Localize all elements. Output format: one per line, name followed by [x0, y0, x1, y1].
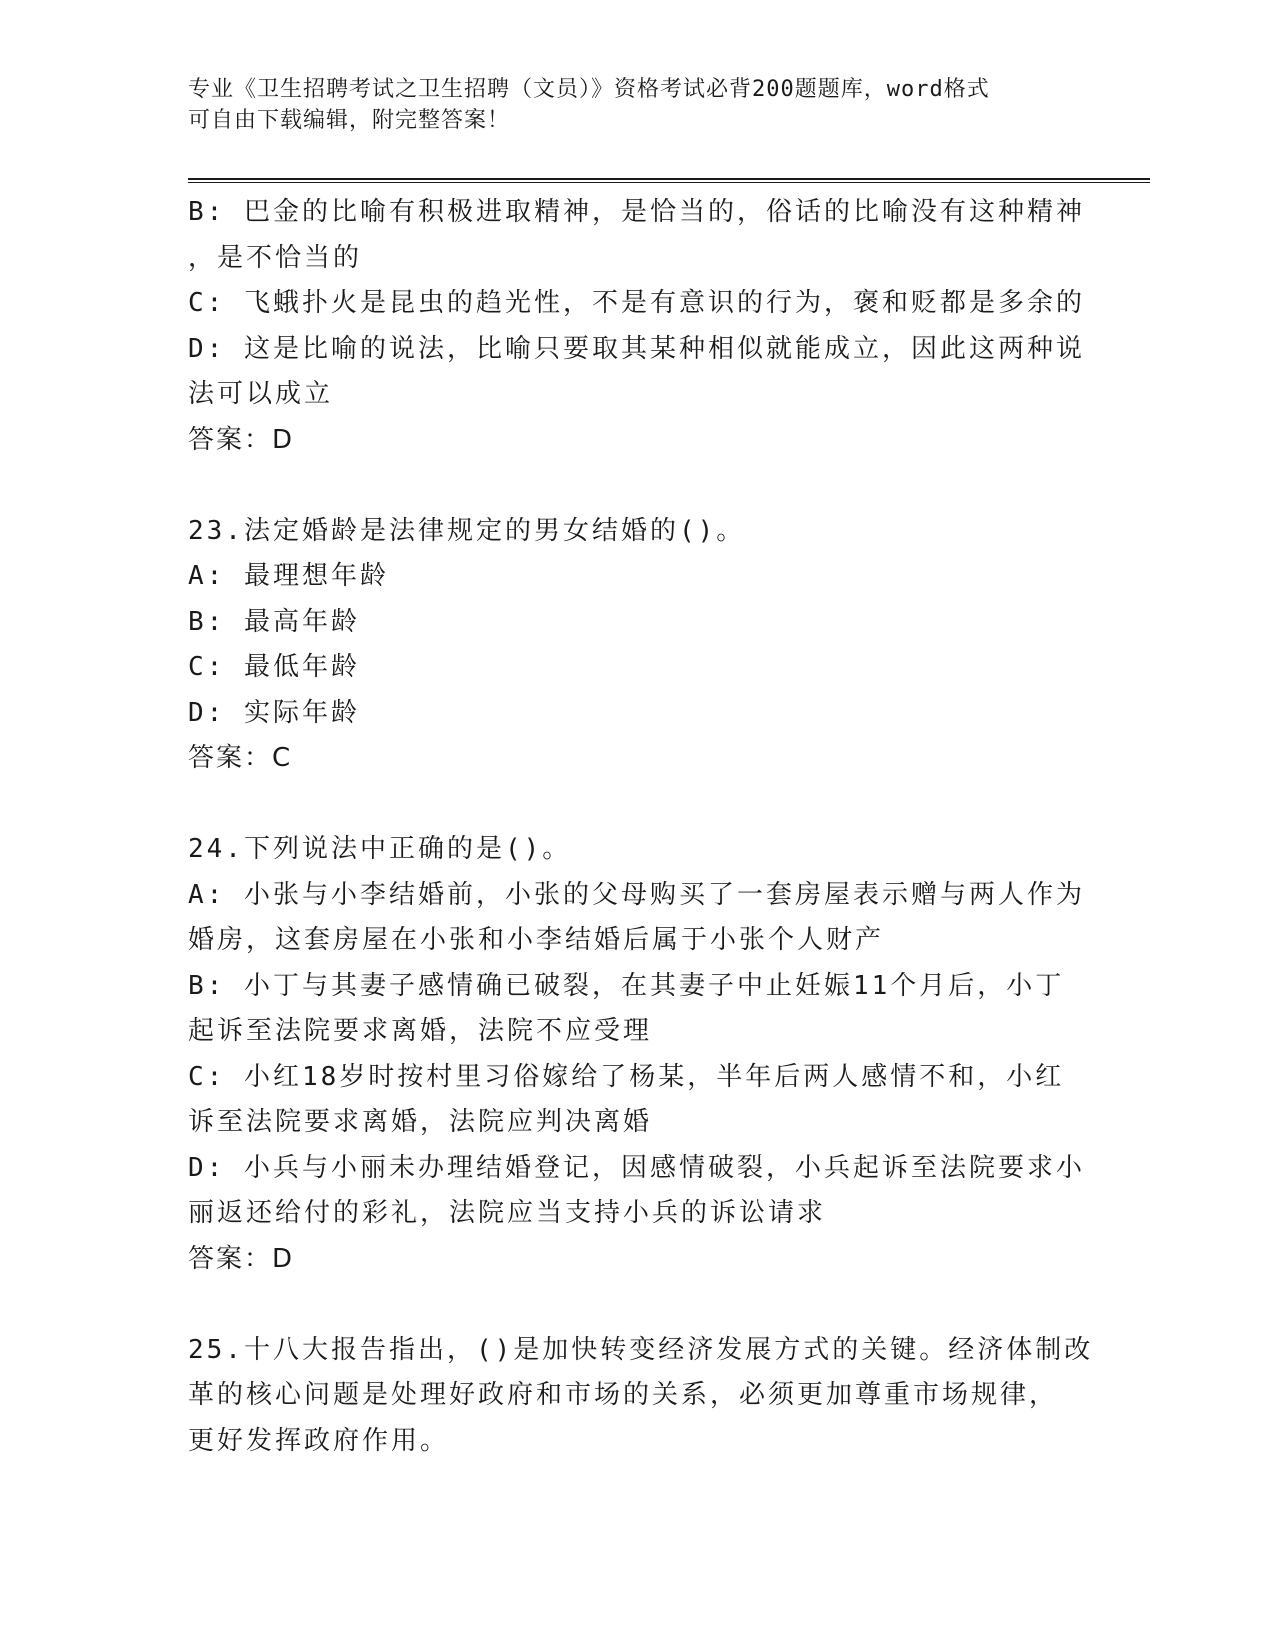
option-b-line-1: B: 小丁与其妻子感情确已破裂，在其妻子中止妊娠11个月后，小丁 [188, 970, 1065, 1001]
header-title-line-2: 可自由下载编辑，附完整答案！ [188, 108, 511, 133]
header-title-line-1: 专业《卫生招聘考试之卫生招聘（文员）》资格考试必背200题题库，word格式 [188, 77, 990, 102]
option-c: C: 飞蛾扑火是昆虫的趋光性，不是有意识的行为，褒和贬都是多余的 [188, 288, 1085, 318]
blank-line [188, 782, 1088, 828]
question-stem: 23.法定婚龄是法律规定的男女结婚的()。 [188, 515, 746, 546]
option-c-line-1: C: 小红18岁时按村里习俗嫁给了杨某，半年后两人感情不和，小红 [188, 1061, 1065, 1092]
question-stem-line-3: 更好发挥政府作用。 [188, 1425, 450, 1456]
header-divider [188, 178, 1150, 183]
option-b: B: 最高年龄 [188, 606, 360, 637]
question-23 [188, 509, 1088, 782]
option-a-line-2: 婚房，这套房屋在小张和小李结婚后属于小张个人财产 [188, 925, 885, 955]
answer-22: 答案：D [188, 424, 295, 455]
question-stem-line-2: 革的核心问题是处理好政府和市场的关系，必须更加尊重市场规律， [188, 1380, 1059, 1410]
question-content [188, 190, 1094, 1464]
option-d-line-1: D: 这是比喻的说法，比喻只要取其某种相似就能成立，因此这两种说 [188, 333, 1085, 364]
question-25 [188, 1328, 1094, 1465]
option-d-line-2: 丽返还给付的彩礼，法院应当支持小兵的诉讼请求 [188, 1198, 827, 1228]
answer-23: 答案：C [188, 743, 293, 773]
option-b-line-1: B: 巴金的比喻有积极进取精神，是恰当的，俗话的比喻没有这种精神 [188, 197, 1085, 227]
option-a: A: 最理想年龄 [188, 561, 389, 591]
option-c: C: 最低年龄 [188, 652, 360, 682]
question-stem: 24.下列说法中正确的是()。 [188, 834, 572, 864]
option-c-line-2: 诉至法院要求离婚，法院应判决离婚 [188, 1107, 653, 1137]
option-b-line-2: ，是不恰当的 [188, 242, 363, 273]
option-d: D: 实际年龄 [188, 697, 360, 728]
blank-line [188, 463, 1088, 509]
option-d-line-2: 法可以成立 [188, 379, 334, 409]
option-d-line-1: D: 小兵与小丽未办理结婚登记，因感情破裂，小兵起诉至法院要求小 [188, 1152, 1085, 1183]
answer-24: 答案：D [188, 1243, 295, 1274]
page-header [188, 74, 1088, 136]
option-a-line-1: A: 小张与小李结婚前，小张的父母购买了一套房屋表示赠与两人作为 [188, 879, 1085, 910]
blank-line [188, 1282, 1088, 1328]
question-22-tail [188, 190, 1088, 463]
question-stem-line-1: 25.十八大报告指出，()是加快转变经济发展方式的关键。经济体制改 [188, 1334, 1094, 1365]
option-b-line-2: 起诉至法院要求离婚，法院不应受理 [188, 1016, 653, 1046]
question-24 [188, 827, 1088, 1282]
